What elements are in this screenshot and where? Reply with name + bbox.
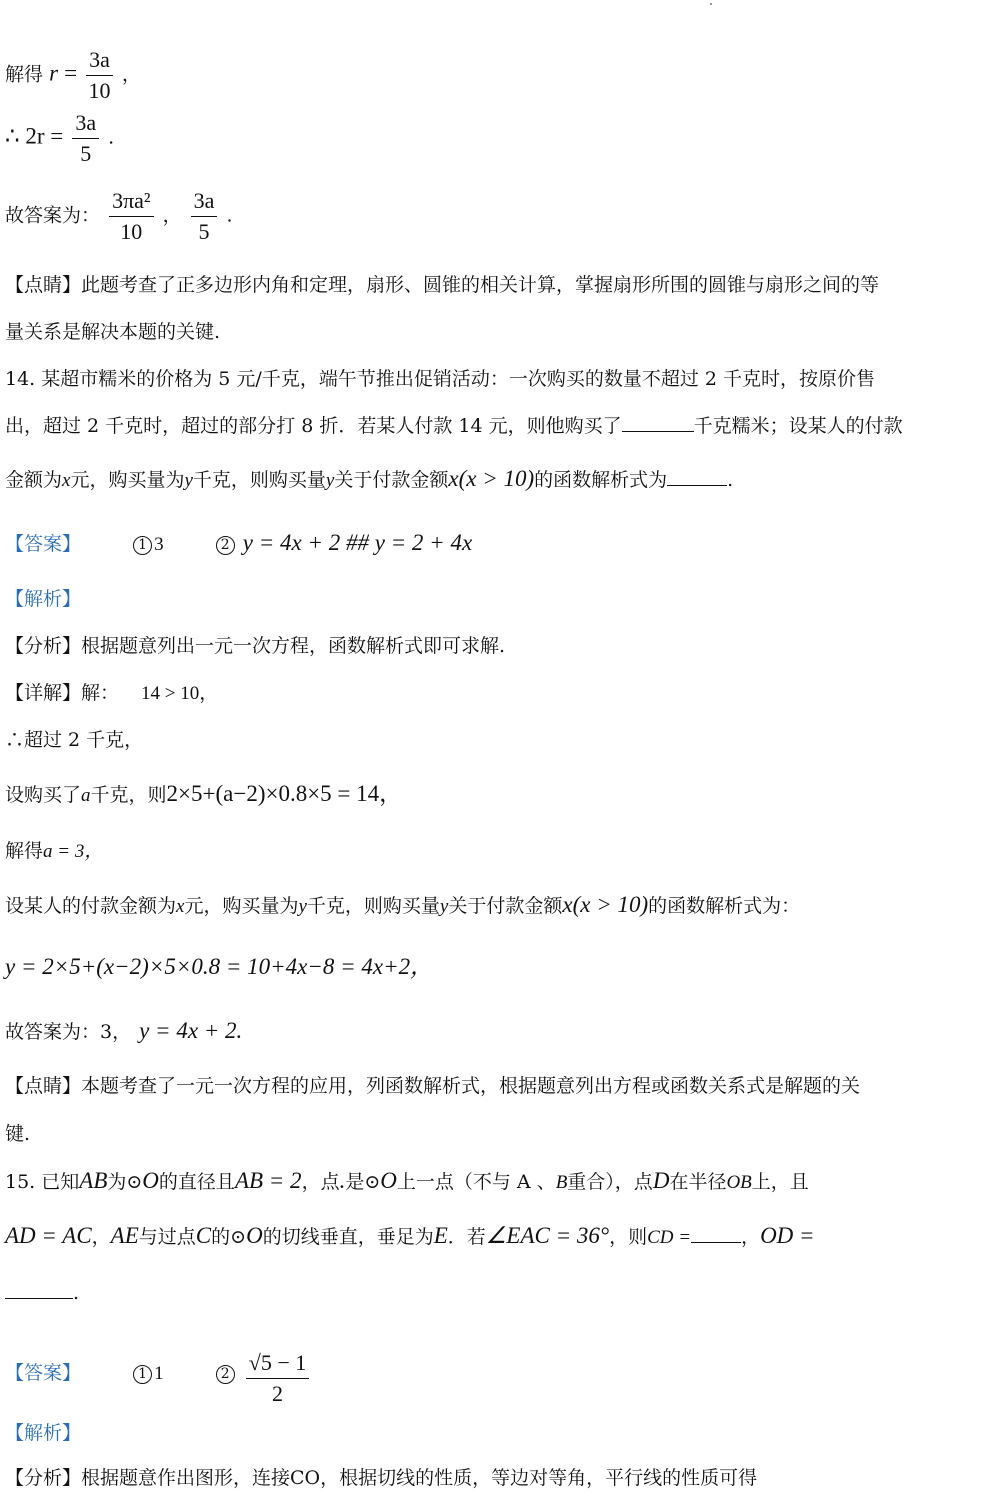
question-14-line-1: 14. 某超市糯米的价格为 5 元/千克，端午节推出促销活动：一次购买的数量不超过 2 千克时，按原价售 [5, 368, 875, 390]
question-15-line-3: . [5, 1280, 79, 1306]
answer-blank [5, 1280, 73, 1299]
answer-blank [667, 467, 727, 486]
var-r: r [49, 60, 59, 86]
circled-number: 2 [216, 1365, 235, 1384]
fraction: $\frac{\text{3πa²}}{10}$ [109, 186, 153, 247]
fenxi-14: 【分析】根据题意列出一元一次方程，函数解析式即可求解. [5, 635, 506, 657]
step-2: 设购买了a千克，则2×5+(a−2)×0.8×5 = 14， [5, 781, 403, 806]
dianjing-line-1: 【点睛】此题考查了正多边形内角和定理，扇形、圆锥的相关计算，掌握扇形所围的圆锥与扇形之间的等 [5, 274, 880, 296]
step-3: 解得a = 3， [5, 840, 104, 862]
answer-14: 【答案】 1 3 2 y = 4x + 2 ## y = 2 + 4x [5, 530, 473, 555]
circled-number: 1 [133, 536, 152, 555]
answer-blank [691, 1224, 741, 1243]
question-15-line-1: 15. 已知AB为⊙O的直径且AB = 2，点.是⊙O上一点（不与 A 、B重合），点D在半径OB上，且 [5, 1168, 809, 1193]
text: 解得 [5, 63, 44, 86]
step-4: 设某人的付款金额为x元，购买量为y千克，则购买量y关于付款金额x(x > 10)的函数解析式为： [5, 892, 801, 917]
step-5: y = 2×5+(x−2)×5×0.8 = 10+4x−8 = 4x+2， [5, 954, 434, 979]
solve-r-line: 解得 r = $\frac{3a}{10}$ ， [5, 45, 141, 106]
circled-number: 1 [133, 1365, 152, 1384]
two-r-line: ∴ 2r = $\frac{3a}{5}$ . [5, 108, 114, 169]
expression: ∴ 2r = [5, 123, 64, 149]
equals: = [64, 60, 78, 86]
dianjing-line-2: 量关系是解决本题的关键. [5, 321, 221, 343]
analysis-tag: 【解析】 [5, 588, 82, 610]
fraction: $\frac{3a}{5}$ [72, 108, 99, 169]
answer-blank [622, 413, 694, 432]
scan-dot [710, 3, 712, 5]
dianjing2-line-1: 【点睛】本题考查了一元一次方程的应用，列函数解析式，根据题意列出方程或函数关系式是解题的关 [5, 1075, 861, 1097]
xiangjie-14: 【详解】解： 14 > 10， [5, 682, 219, 704]
dianjing2-line-2: 键. [5, 1123, 31, 1145]
circled-number: 2 [216, 536, 235, 555]
answer-15: 【答案】 1 1 2 $\frac{√5 - 1}{2}$ [5, 1348, 312, 1409]
answer-tag: 【答案】 [5, 1362, 82, 1384]
answer-tag: 【答案】 [5, 533, 82, 555]
fenxi-15: 【分析】根据题意作出图形，连接CO，根据切线的性质，等边对等角，平行线的性质可得 [5, 1467, 758, 1489]
question-14-line-2: 出，超过 2 千克时，超过的部分打 8 折．若某人付款 14 元，则他购买了 千克糯米；设某人的付款 [5, 415, 903, 437]
fraction: $\frac{√5 - 1}{2}$ [246, 1348, 309, 1409]
question-15-line-2: AD = AC，AE与过点C的⊙O的切线垂直，垂足为E．若∠EAC = 36°，则CD = ，OD = [5, 1223, 815, 1248]
step-6: 故答案为：3， y = 4x + 2. [5, 1018, 243, 1043]
fraction: $\frac{3a}{10}$ [86, 45, 113, 106]
step-1: ∴超过 2 千克， [5, 729, 144, 751]
answer-13-line: 故答案为： $\frac{\text{3πa²}}{10}$ ， $\frac{3a}{5}$ . [5, 186, 233, 247]
analysis-tag: 【解析】 [5, 1422, 82, 1444]
question-14-line-3: 金额为x元，购买量为y千克，则购买量y关于付款金额x(x > 10)的函数解析式为 . [5, 466, 734, 491]
fraction: $\frac{3a}{5}$ [191, 186, 218, 247]
